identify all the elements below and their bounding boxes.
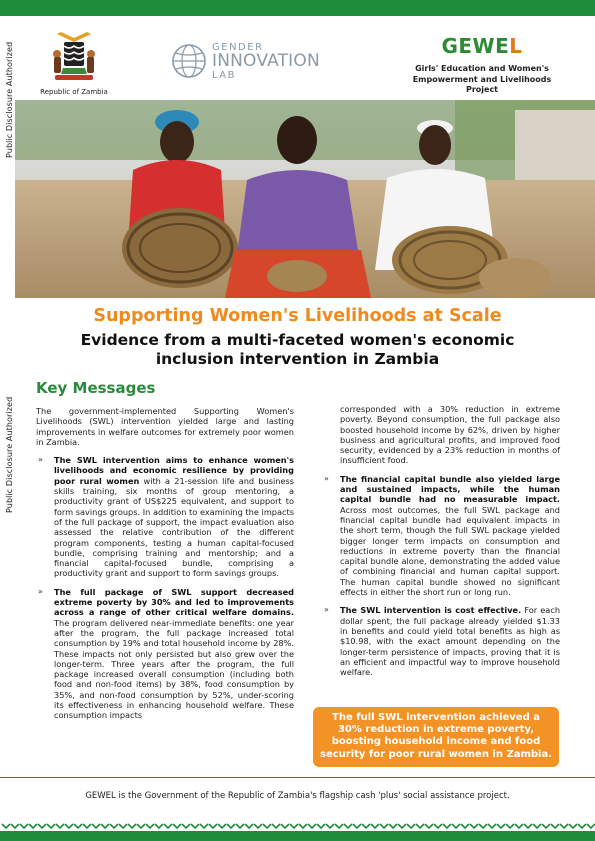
key-message-bullet bbox=[36, 587, 294, 721]
bullet-text: with a 21-session life and business skills training, six months of group mentoring, a productivity grant of US$225 equivalent, and support to form savings groups. In addition to examining the impacts of the full package of support, the impact evaluation also assessed the relative contribution of the different program components, testing a human capital-focused bundle, comprising training and mentorship; and a financial capital-focused bundle, comprising a productivity grant and support to form savings groups. bbox=[54, 475, 294, 579]
bullet-marker: » bbox=[324, 473, 329, 483]
page-title: Supporting Women's Livelihoods at Scale bbox=[93, 306, 502, 326]
bottom-chevron-pattern bbox=[0, 822, 595, 841]
bullet-text: corresponded with a 30% reduction in extreme poverty. Beyond consumption, the full package also boosted household income by 62%, driven by higher business and agricultural profits, and improved food security, evidenced by a 23% reduction in months of insufficient food. bbox=[340, 404, 560, 466]
gil-line-2: INNOVATION bbox=[212, 51, 320, 71]
footer-text: GEWEL is the Government of the Republic of Zambia's flagship cash 'plus' social assistance project. bbox=[85, 791, 510, 801]
bullet-marker: » bbox=[324, 605, 329, 615]
gewel-wordmark: GEWEL bbox=[441, 34, 523, 58]
gewel-logo bbox=[402, 34, 562, 95]
gewel-subtitle-2: Empowerment and Livelihoods Project bbox=[412, 75, 552, 94]
top-green-bar bbox=[0, 0, 595, 16]
bullet-bold: The SWL intervention aims to enhance women's livelihoods and economic resilience by providing poor rural women bbox=[54, 455, 294, 486]
intro-paragraph: The government-implemented Supporting Women's Livelihoods (SWL) intervention yielded large and lasting improvements in welfare outcomes for extremely poor women in Zambia. bbox=[36, 406, 294, 447]
bullet-text: Across most outcomes, the full SWL package and financial capital bundle had equivalent impacts in the short term, though the full SWL package yielded bigger longer term impacts on consumption and reductions in extreme poverty than the financial capital bundle alone, demonstrating the added value of combining financial and human capital support. The human capital bundle showed no significant effects in either the short run or long run. bbox=[340, 504, 560, 598]
disclosure-label-overlay: Public Disclosure Authorized bbox=[5, 198, 14, 315]
key-messages-heading: Key Messages bbox=[36, 379, 156, 397]
key-message-bullet bbox=[322, 605, 560, 677]
zambia-caption: Republic of Zambia bbox=[40, 88, 108, 96]
gewel-subtitle-1: Girls' Education and Women's bbox=[415, 64, 549, 73]
bullet-bold: The financial capital bundle also yielded large and sustained impacts, while the human capital bundle had no measurable impact. bbox=[340, 473, 560, 505]
hero-photo-women-weaving-baskets bbox=[15, 100, 595, 298]
bullet-marker: » bbox=[38, 455, 43, 465]
gil-line-3: LAB bbox=[212, 70, 237, 81]
page-subtitle: Evidence from a multi-faceted women's economic inclusion intervention in Zambia bbox=[80, 331, 515, 368]
key-message-bullet bbox=[322, 474, 560, 598]
left-column bbox=[36, 406, 294, 729]
key-message-bullet bbox=[36, 455, 294, 579]
globe-icon bbox=[170, 42, 208, 80]
disclosure-label: Public Disclosure Authorized bbox=[5, 396, 14, 513]
right-column bbox=[322, 404, 560, 685]
gender-innovation-lab-logo bbox=[170, 42, 345, 84]
bullet-bold: The full package of SWL support decreased extreme poverty by 30% and led to improvements across a range of other critical welfare domains. bbox=[54, 586, 294, 618]
disclosure-label: Public Disclosure Authorized bbox=[5, 41, 14, 158]
highlight-callout-box: The full SWL intervention achieved a 30% reduction in extreme poverty, boosting household income and food security for poor rural women in Zambia. bbox=[313, 707, 559, 767]
bullet-bold: The SWL intervention is cost effective. bbox=[340, 605, 522, 616]
footer-divider bbox=[0, 777, 595, 778]
zambia-coat-of-arms-logo bbox=[34, 28, 114, 96]
key-message-continued bbox=[322, 404, 560, 466]
coat-of-arms-icon bbox=[43, 28, 105, 86]
bullet-text: The program delivered near-immediate benefits: one year after the program, the full package increased total consumption by 19% and total household income by 28%. These impacts not only persisted but also grew over the longer-term. Three years after the program, the full package increased overall consumption (including both food and non-food items) by 38%, food consumption by 35%, and non-food consumption by 52%, under-scoring its effectiveness in enhancing household welfare. These consumption impacts bbox=[54, 617, 294, 721]
bullet-marker: » bbox=[38, 586, 43, 596]
bullet-text: For each dollar spent, the full package already yielded $1.33 in benefits and could yield total benefits as high as $10.98, with the exact amount depending on the longer-term persistence of impacts, proving that it is an efficient and impactful way to improve household welfare. bbox=[340, 605, 561, 678]
gil-line-1: GENDER bbox=[212, 42, 264, 53]
